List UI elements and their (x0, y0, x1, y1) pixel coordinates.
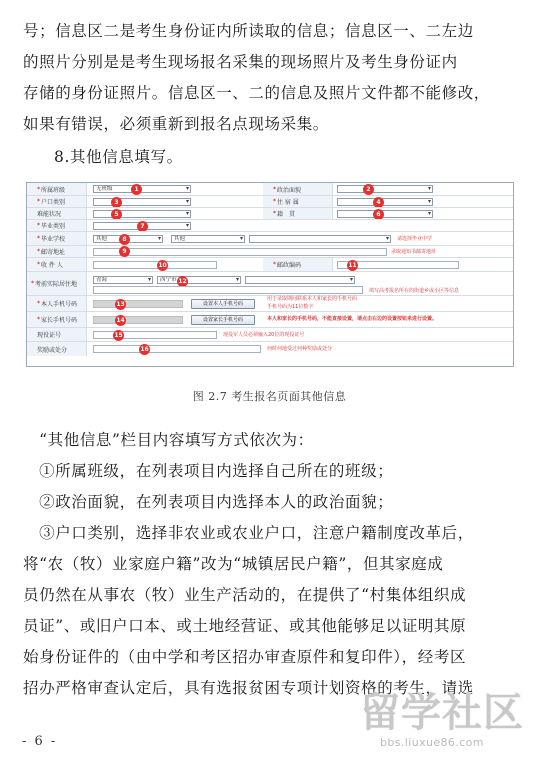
field-label: * 本人手机号码 (27, 296, 87, 311)
field-label: 现役证号 (27, 328, 87, 341)
form-row (27, 245, 513, 257)
field-label: * 考前实际居住地 (27, 272, 87, 295)
field-label: 难能状况 (27, 208, 87, 219)
set-parent-phone-button[interactable]: 设置家长手机号码 (191, 315, 255, 325)
school-select[interactable] (249, 235, 391, 243)
hint-text: 填写高考报名所在的街道乡或小区等信息 (369, 288, 460, 294)
hint-text: 请选择毕业中学 (397, 236, 433, 242)
residence-city-select[interactable]: 西宁市 ▾ (157, 276, 241, 284)
field-label: * 家长手机号码 (27, 312, 87, 327)
form-row (27, 219, 513, 231)
watermark-url: bbs.liuxue86.com (380, 736, 484, 749)
step-badge: 1 (131, 184, 142, 195)
hint-text: 手机号码为11位数字 (267, 304, 314, 310)
field-label: * 住 宿 属 (263, 196, 333, 207)
form-row (27, 257, 513, 271)
text-line: 招办严格审查认定后，具有选报贫困专项计划资格的考生，请选 (23, 679, 474, 697)
form-row (27, 311, 513, 327)
school-county-select[interactable]: 其他 ▾ (171, 235, 245, 243)
other-info-form-figure (26, 182, 514, 367)
set-self-phone-button[interactable]: 设置本人手机号码 (191, 299, 255, 309)
step-badge: 9 (119, 246, 130, 257)
text-line: 员仍然在从事农（牧）业生产活动的，在提供了“村集体组织成 (23, 586, 467, 604)
hint-text: 何时何地受过何种奖励或处分 (267, 346, 333, 352)
watermark (352, 688, 537, 754)
field-label: * 政治面貌 (263, 183, 333, 195)
form-row (27, 207, 513, 219)
step-badge: 2 (363, 184, 374, 195)
hint-text: 用于录取期间联系本人和家长的手机号码 (267, 296, 358, 302)
hint-text: 本人和家长的手机号码，不能直接设置，请点击右边的设置按钮来进行设置。 (267, 316, 438, 322)
form-row (27, 271, 513, 295)
text-line: 将“农（牧）业家庭户籍”改为“城镇居民户籍”，但其家庭成 (23, 555, 444, 573)
text-line: ②政治面貌，在列表项目内选择本人的政治面貌； (23, 493, 394, 511)
field-label: * 邮政编码 (263, 258, 333, 271)
field-label: * 邮寄地址 (27, 246, 87, 257)
hint-text: 录取通知书邮寄地址 (391, 249, 437, 255)
mail-address-input[interactable] (93, 248, 387, 256)
step-badge: 10 (158, 262, 167, 269)
field-label: * 毕业类别 (27, 220, 87, 231)
step-badge: 11 (348, 262, 357, 269)
paragraph-bottom (23, 425, 517, 704)
step-badge: 16 (140, 346, 149, 353)
text-line: “其他信息”栏目内容填写方式依次为： (23, 431, 314, 449)
step-badge: 15 (114, 332, 123, 339)
award-input[interactable] (93, 345, 261, 353)
text-line: 的照片分别是是考生现场报名采集的现场照片及考生身份证内 (23, 53, 458, 71)
text-line: 号；信息区二是考生身份证内所读取的信息；信息区一、二左边 (23, 22, 474, 40)
text-line: 存储的身份证照片。信息区一、二的信息及照片文件都不能修改， (23, 84, 490, 102)
form-row (27, 195, 513, 207)
residence-province-select[interactable]: 青海 ▾ (93, 276, 153, 284)
figure-caption: 图 2.7 考生报名页面其他信息 (192, 390, 347, 403)
veteran-id-input[interactable] (93, 331, 217, 339)
parent-phone-input[interactable] (93, 316, 183, 324)
step-badge: 7 (137, 221, 148, 232)
text-line: ①所属班级，在列表项目内选择自己所在的班级； (23, 462, 394, 480)
hint-text: 现役军人员必须输入20位的现役证号 (223, 332, 305, 338)
step-badge: 12 (178, 278, 187, 285)
text-line: 始身份证件的（由中学和考区招办审查原件和复印件），经考区 (23, 648, 467, 666)
difficulty-select[interactable] (93, 210, 191, 218)
paragraph-top (23, 16, 517, 140)
step-badge: 3 (111, 197, 122, 208)
form-row (27, 327, 513, 341)
step-badge: 4 (373, 197, 384, 208)
political-select[interactable] (337, 185, 433, 193)
step-badge: 6 (373, 209, 384, 220)
school-region-select[interactable]: 其他 ▾ (93, 235, 163, 243)
text-line: 如果有错误，必须重新到报名点现场采集。 (23, 115, 329, 133)
page-number: - 6 - (22, 734, 58, 749)
form-row (27, 183, 513, 195)
form-row (27, 231, 513, 245)
field-label: * 籍 贯 (263, 208, 333, 219)
text-line: 员证”、或旧户口本、或土地经营证、或其他能够足以证明其原 (23, 617, 467, 635)
field-label: 奖励或处分 (27, 342, 87, 356)
step-badge: 14 (116, 317, 125, 324)
residence-detail-input[interactable] (93, 286, 363, 294)
class-select[interactable]: 无班级 ▾ (93, 185, 191, 193)
ethnicity-select[interactable] (337, 210, 433, 218)
section-heading-block (23, 142, 517, 173)
self-phone-input[interactable] (93, 300, 183, 308)
recipient-input[interactable] (93, 261, 217, 269)
text-line: ③户口类别，选择非农业或农业户口，注意户籍制度改革后， (23, 524, 474, 542)
step-badge: 13 (116, 301, 125, 308)
field-label: * 户口类别 (27, 196, 87, 207)
residence-district-select[interactable] (245, 276, 355, 284)
field-label: * 毕业学校 (27, 232, 87, 245)
step-badge: 8 (119, 234, 130, 245)
form-row (27, 295, 513, 311)
field-label: * 收 件 人 (27, 258, 87, 271)
lodging-select[interactable] (337, 198, 433, 206)
step-badge: 5 (111, 209, 122, 220)
hukou-select[interactable] (93, 198, 191, 206)
field-label: * 所属班级 (27, 183, 87, 195)
section-heading: 8.其他信息填写。 (54, 148, 183, 166)
form-row (27, 341, 513, 356)
watermark-logo-text: 留学社区 (360, 690, 524, 736)
